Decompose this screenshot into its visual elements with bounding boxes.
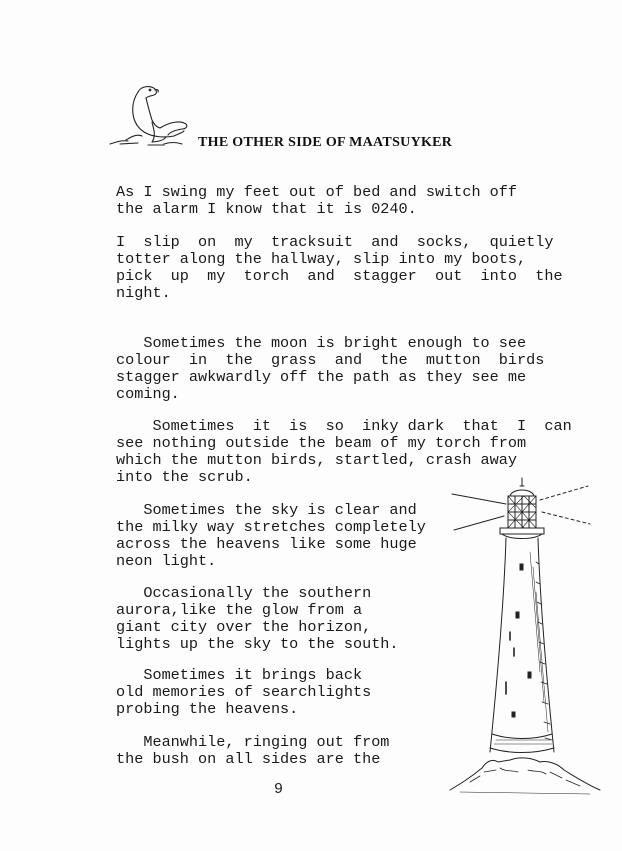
text-line: Sometimes the moon is bright enough to see bbox=[116, 334, 527, 352]
page-number: 9 bbox=[274, 781, 284, 798]
paragraph bbox=[116, 234, 563, 302]
text-line: Meanwhile, ringing out from bbox=[116, 733, 390, 751]
text-line: the alarm I know that it is 0240. bbox=[116, 200, 417, 218]
text-line: night. bbox=[116, 284, 171, 302]
text-line: coming. bbox=[116, 385, 180, 403]
paragraph bbox=[116, 585, 399, 653]
text-line: Occasionally the southern bbox=[116, 584, 372, 602]
text-line: As I swing my feet out of bed and switch off bbox=[116, 183, 518, 201]
text-line: Sometimes the sky is clear and bbox=[116, 501, 417, 519]
text-line: I slip on my tracksuit and socks, quietly bbox=[116, 233, 554, 251]
lighthouse-drawing-icon bbox=[440, 472, 610, 802]
text-line: stagger awkwardly off the path as they see me bbox=[116, 368, 527, 386]
text-line: into the scrub. bbox=[116, 468, 253, 486]
paragraph bbox=[116, 502, 426, 570]
text-line: see nothing outside the beam of my torch from bbox=[116, 434, 527, 452]
text-line: probing the heavens. bbox=[116, 700, 299, 718]
paragraph bbox=[116, 667, 371, 718]
text-line: across the heavens like some huge bbox=[116, 535, 417, 553]
text-line: colour in the grass and the mutton birds bbox=[116, 351, 545, 369]
text-line: totter along the hallway, slip into my boots, bbox=[116, 250, 527, 268]
text-line: which the mutton birds, startled, crash away bbox=[116, 451, 518, 469]
page-title: THE OTHER SIDE OF MAATSUYKER bbox=[198, 135, 453, 150]
text-line: pick up my torch and stagger out into the bbox=[116, 267, 563, 285]
text-line: the bush on all sides are the bbox=[116, 750, 381, 768]
text-line: the milky way stretches completely bbox=[116, 518, 426, 536]
paragraph bbox=[116, 335, 544, 403]
text-line: neon light. bbox=[116, 552, 217, 570]
paragraph bbox=[116, 184, 517, 218]
text-line: aurora,like the glow from a bbox=[116, 601, 363, 619]
seal-drawing-icon bbox=[108, 82, 194, 152]
text-line: Sometimes it brings back bbox=[116, 666, 363, 684]
text-line: old memories of searchlights bbox=[116, 683, 372, 701]
text-line: Sometimes it is so inky dark that I can bbox=[116, 417, 572, 435]
text-line: lights up the sky to the south. bbox=[116, 635, 399, 653]
paragraph bbox=[116, 734, 389, 768]
text-line: giant city over the horizon, bbox=[116, 618, 372, 636]
